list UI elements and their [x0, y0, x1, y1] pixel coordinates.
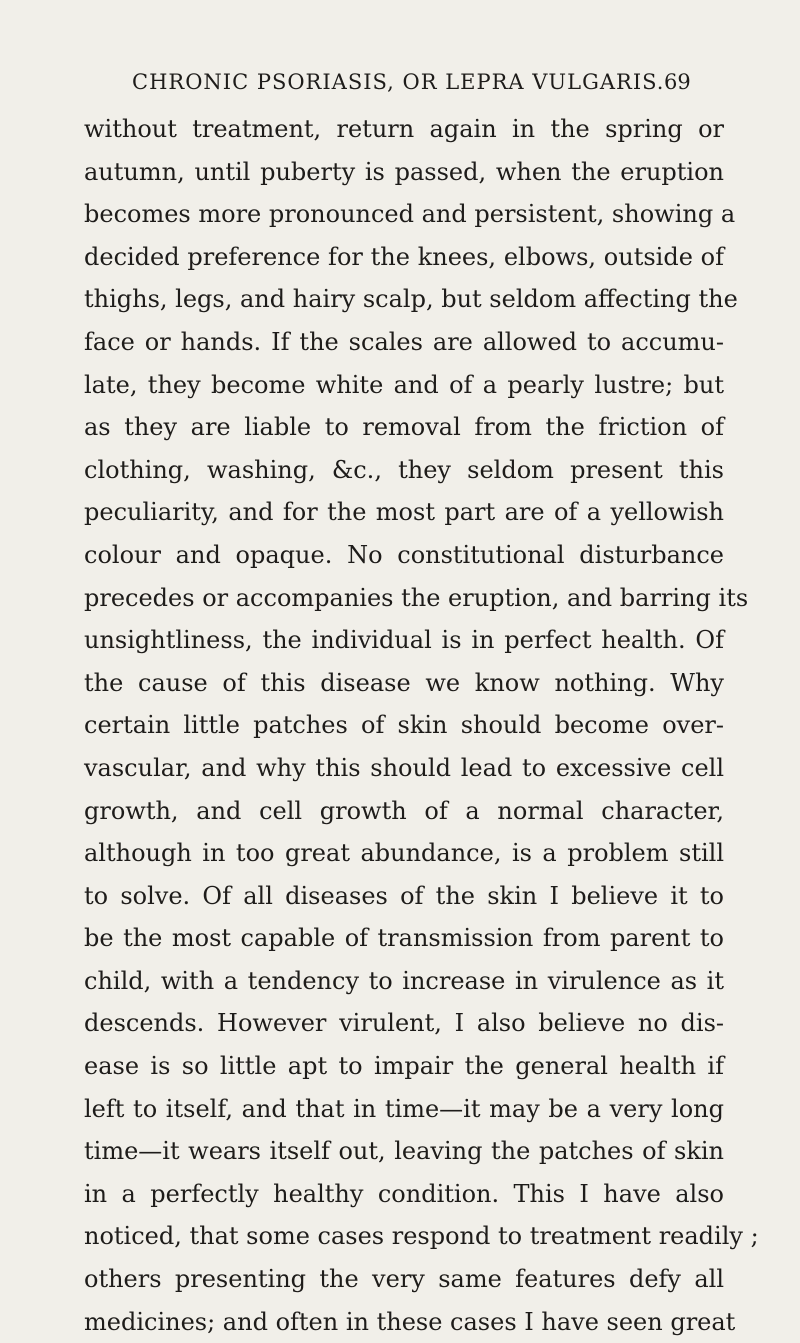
- text-line: unsightliness, the individual is in perfect health. Of: [84, 626, 724, 655]
- text-line: others presenting the very same features defy all: [84, 1265, 724, 1294]
- text-line: without treatment, return again in the spring or: [84, 115, 724, 143]
- body-text: [84, 108, 759, 1343]
- text-line: late, they become white and of a pearly lustre; but: [84, 370, 724, 399]
- text-line: the cause of this disease we know nothing. Why: [84, 668, 724, 697]
- text-line: noticed, that some cases respond to treatment readily ;: [84, 1222, 759, 1251]
- text-line: to solve. Of all diseases of the skin I believe it to: [84, 881, 724, 910]
- text-line: left to itself, and that in time—it may be a very long: [84, 1094, 724, 1123]
- text-line: vascular, and why this should lead to excessive cell: [84, 753, 724, 782]
- text-line: as they are liable to removal from the friction of: [84, 413, 724, 442]
- page-number: 69: [664, 70, 691, 94]
- running-head: CHRONIC PSORIASIS, OR LEPRA VULGARIS.: [132, 70, 665, 94]
- text-line: child, with a tendency to increase in virulence as it: [84, 966, 724, 995]
- text-line: clothing, washing, &c., they seldom present this: [84, 455, 724, 484]
- text-line: decided preference for the knees, elbows, outside of: [84, 242, 724, 271]
- text-line: ease is so little apt to impair the general health if: [84, 1052, 724, 1081]
- text-line: certain little patches of skin should become over-: [84, 711, 724, 740]
- text-line: thighs, legs, and hairy scalp, but seldom affecting the: [84, 285, 738, 314]
- text-line: colour and opaque. No constitutional disturbance: [84, 540, 724, 569]
- text-line: in a perfectly healthy condition. This I have also: [84, 1179, 724, 1208]
- text-line: peculiarity, and for the most part are of a yellowish: [84, 498, 724, 527]
- text-line: descends. However virulent, I also believe no dis-: [84, 1009, 724, 1038]
- text-line: time—it wears itself out, leaving the patches of skin: [84, 1137, 724, 1166]
- text-line: although in too great abundance, is a problem still: [84, 839, 724, 868]
- text-line: precedes or accompanies the eruption, and barring its: [84, 583, 749, 612]
- text-line: be the most capable of transmission from parent to: [84, 924, 724, 953]
- text-line: growth, and cell growth of a normal character,: [84, 796, 724, 825]
- text-line: medicines; and often in these cases I have seen great: [84, 1307, 736, 1336]
- text-line: face or hands. If the scales are allowed to accumu-: [84, 327, 724, 356]
- text-line: becomes more pronounced and persistent, showing a: [84, 200, 736, 229]
- text-line: autumn, until puberty is passed, when the eruption: [84, 157, 724, 186]
